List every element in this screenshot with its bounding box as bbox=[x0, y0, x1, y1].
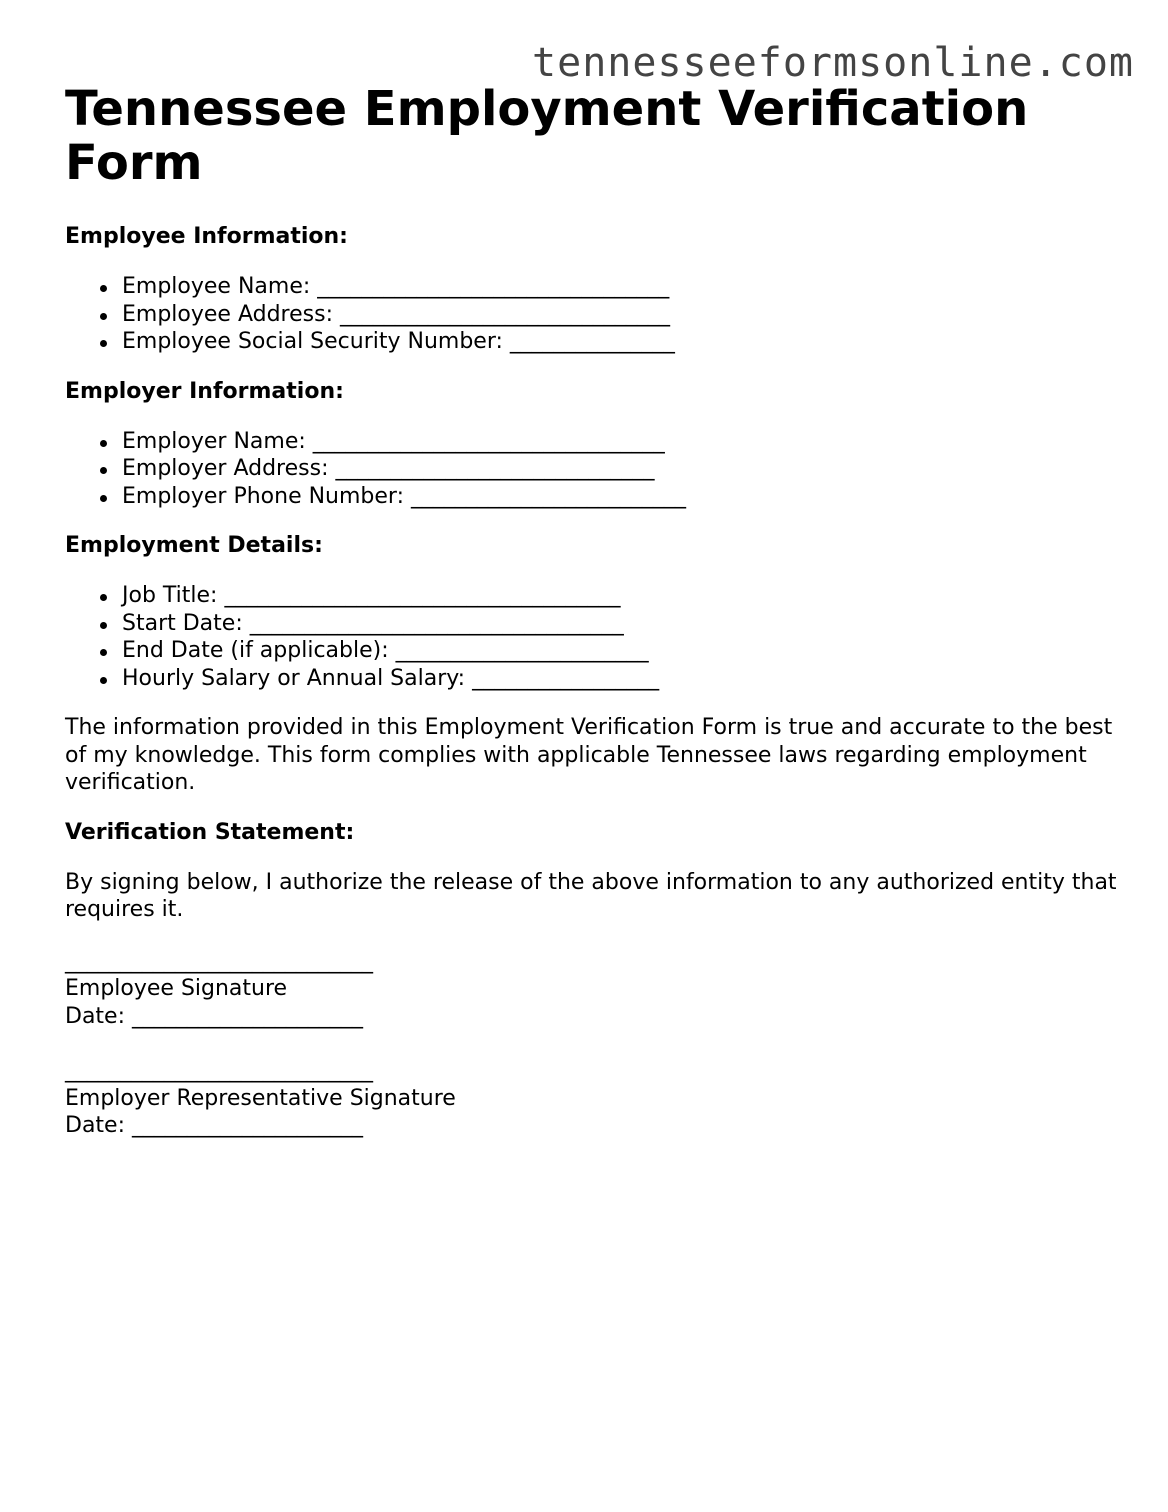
page-title: Tennessee Employment Verification Form bbox=[65, 81, 1029, 191]
employer-name-field[interactable]: Employer Name: ________________________________ bbox=[122, 428, 1125, 456]
end-date-field[interactable]: End Date (if applicable): _______________________ bbox=[122, 637, 1125, 665]
employer-signature-label: Employer Representative Signature bbox=[65, 1085, 456, 1111]
employment-details-heading: Employment Details: bbox=[65, 533, 323, 558]
form-document bbox=[65, 82, 1125, 1140]
employer-signature-date-field[interactable]: Date: _____________________ bbox=[65, 1113, 363, 1138]
employer-phone-field[interactable]: Employer Phone Number: _________________________ bbox=[122, 483, 1125, 511]
employee-ssn-field[interactable]: Employee Social Security Number: _______________ bbox=[122, 328, 1125, 356]
employee-name-field[interactable]: Employee Name: ________________________________ bbox=[122, 273, 1125, 301]
employee-info-heading: Employee Information: bbox=[65, 224, 348, 249]
employer-info-list bbox=[65, 428, 1125, 511]
certification-paragraph: The information provided in this Employment Verification Form is true and accurate to the best of my knowledge. This form complies with applicable Tennessee laws regarding employment verification. bbox=[65, 715, 1113, 795]
employee-signature-label: Employee Signature bbox=[65, 976, 288, 1001]
employer-signature-line[interactable]: ____________________________ bbox=[65, 1058, 373, 1083]
employee-signature-block bbox=[65, 948, 1125, 1031]
verification-heading: Verification Statement: bbox=[65, 819, 355, 845]
job-title-field[interactable]: Job Title: ____________________________________ bbox=[122, 582, 1125, 610]
employer-info-heading: Employer Information: bbox=[65, 378, 344, 404]
employee-info-list bbox=[65, 273, 1125, 356]
salary-field[interactable]: Hourly Salary or Annual Salary: _________________ bbox=[122, 665, 1125, 693]
employee-address-field[interactable]: Employee Address: ______________________________ bbox=[122, 301, 1125, 329]
site-watermark: tennesseeformsonline.com bbox=[532, 40, 1134, 86]
verification-text: By signing below, I authorize the release of the above information to any authorized entity that requires it. bbox=[65, 869, 1117, 922]
employee-signature-line[interactable]: ____________________________ bbox=[65, 948, 373, 974]
employment-details-list bbox=[65, 582, 1125, 692]
employee-signature-date-field[interactable]: Date: _____________________ bbox=[65, 1003, 363, 1029]
employer-signature-block bbox=[65, 1057, 1125, 1140]
start-date-field[interactable]: Start Date: __________________________________ bbox=[122, 610, 1125, 638]
employer-address-field[interactable]: Employer Address: _____________________________ bbox=[122, 455, 1125, 483]
